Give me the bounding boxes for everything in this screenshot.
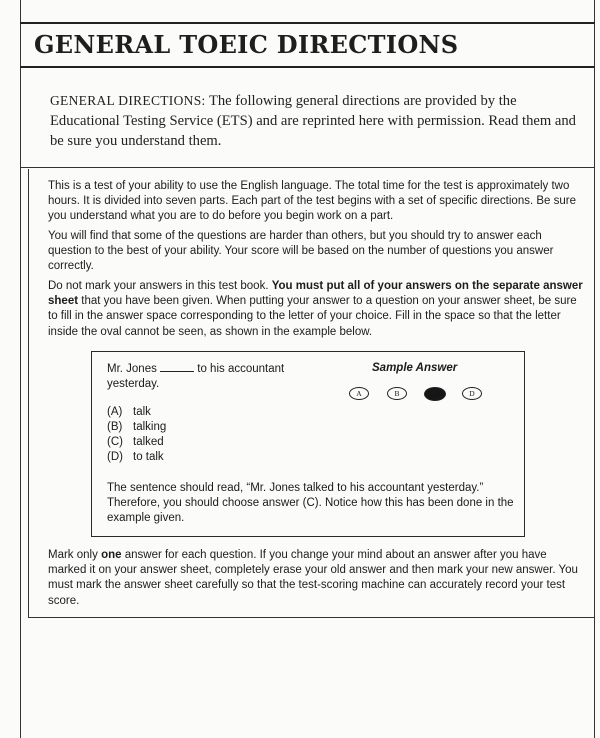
choice-text: talk	[133, 406, 151, 418]
one-answer-emphasis: one	[101, 549, 122, 561]
sample-question-start: Mr. Jones	[107, 363, 157, 375]
choice-letter: (C)	[107, 436, 123, 448]
marking-emphasis: You must put all of your answers on the separate answer sheet	[48, 280, 583, 308]
answer-ovals	[349, 387, 489, 403]
sample-explanation: The sentence should read, “Mr. Jones talked to his accountant yesterday.” Therefore, you should choose answer (C). Notice how this has been done in the example given.	[107, 482, 514, 525]
intro-text: The following general directions are provided by the Educational Testing Service (ETS) and are reprinted here with permission. Read them and be sure you understand them.	[50, 93, 576, 149]
section-divider	[20, 167, 595, 168]
choice-letter: (A)	[107, 406, 123, 418]
sample-question-end: to his accountant yesterday.	[107, 363, 285, 390]
choice-letter: (B)	[107, 421, 123, 433]
sample-answer-heading: Sample Answer	[372, 362, 458, 374]
choice-text: talking	[133, 421, 167, 433]
choice-item	[107, 405, 166, 420]
sample-question	[107, 362, 307, 392]
choice-item	[107, 435, 166, 450]
answer-oval-b: B	[387, 387, 407, 400]
choice-item	[107, 420, 166, 435]
choice-item	[107, 450, 166, 465]
intro-label: GENERAL DIRECTIONS:	[50, 93, 206, 108]
one-answer-text-2: answer for each question. If you change your mind about an answer after you have marked it on your answer sheet, completely erase your old answer and then mark your new answer. You must mark the answer sheet carefully so that the test-scoring machine can accurately record your test score.	[48, 549, 578, 607]
paragraph-test-overview: This is a test of your ability to use the English language. The total time for the test is approximately two hours. It is divided into seven parts. Each part of the test begins with a set of specific directions. Be sure you understand what you are to do before you begin work on a part.	[48, 180, 576, 223]
marking-text-1: Do not mark your answers in this test book.	[48, 280, 269, 292]
paragraph-difficulty: You will find that some of the questions are harder than others, but you should try to answer each question to the best of your ability. Your score will be based on the number of questions you answer correctly.	[48, 230, 554, 273]
page-title: GENERAL TOEIC DIRECTIONS	[34, 30, 459, 59]
choice-text: to talk	[133, 451, 164, 463]
answer-blank	[160, 371, 194, 372]
answer-choices	[107, 405, 166, 465]
choice-text: talked	[133, 436, 164, 448]
paragraph-marking	[48, 279, 584, 340]
answer-oval-a: A	[349, 387, 369, 400]
choice-letter: (D)	[107, 451, 123, 463]
answer-oval-c-filled	[424, 387, 446, 401]
answer-oval-d: D	[462, 387, 482, 400]
marking-text-2: that you have been given. When putting your answer to a question on your answer sheet, be sure to fill in the answer space corresponding to the letter of your choice. Fill in the space so that the letter inside the oval cannot be seen, as shown in the example below.	[48, 295, 577, 338]
intro-paragraph	[50, 91, 582, 151]
one-answer-text-1: Mark only	[48, 549, 98, 561]
paragraph-one-answer	[48, 548, 584, 609]
